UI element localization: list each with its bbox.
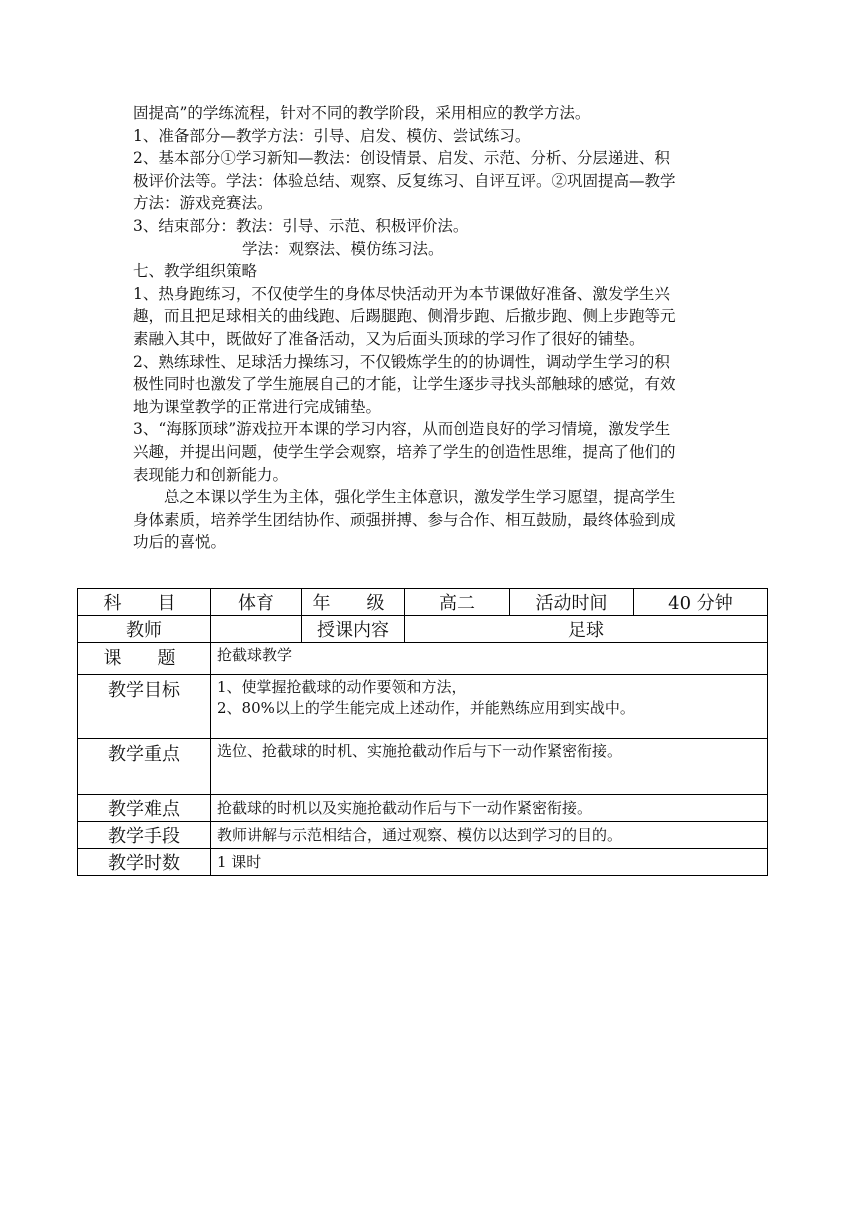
table-row	[78, 822, 768, 849]
key-points-value: 选位、抢截球的时机、实施抢截动作后与下一动作紧密衔接。	[211, 739, 768, 795]
hours-value: 1 课时	[211, 849, 768, 876]
table-row	[78, 616, 768, 643]
teacher-label: 教师	[78, 616, 211, 643]
time-label: 活动时间	[510, 589, 634, 616]
goals-value	[211, 675, 768, 739]
table-row	[78, 795, 768, 822]
paragraph: 方法：游戏竞赛法。	[133, 194, 273, 213]
paragraph: 极性同时也激发了学生施展自己的才能，让学生逐步寻找头部触球的感觉，有效	[133, 375, 676, 394]
paragraph: 功后的喜悦。	[133, 533, 227, 552]
paragraph: 兴趣，并提出问题，使学生学会观察，培养了学生的创造性思维，提高了他们的	[133, 442, 676, 461]
table-row	[78, 849, 768, 876]
goal-line: 2、80%以上的学生能完成上述动作，并能熟练应用到实战中。	[217, 699, 635, 717]
means-value: 教师讲解与示范相结合，通过观察、模仿以达到学习的目的。	[211, 822, 768, 849]
paragraph: 地为课堂教学的正常进行完成铺垫。	[133, 397, 382, 416]
grade-value: 高二	[405, 589, 510, 616]
lesson-plan-table	[77, 588, 768, 876]
paragraph: 素融入其中，既做好了准备活动，又为后面头顶球的学习作了很好的铺垫。	[133, 329, 645, 348]
key-points-label: 教学重点	[78, 739, 211, 795]
paragraph: 趣，而且把足球相关的曲线跑、后踢腿跑、侧滑步跑、后撤步跑、侧上步跑等元	[133, 307, 676, 326]
paragraph: 3、“海豚顶球”游戏拉开本课的学习内容，从而创造良好的学习情境，激发学生	[133, 420, 671, 439]
paragraph: 2、基本部分①学习新知—教法：创设情景、启发、示范、分析、分层递进、积	[133, 149, 670, 168]
subject-value: 体育	[211, 589, 302, 616]
paragraph: 1、准备部分—教学方法：引导、启发、模仿、尝试练习。	[133, 126, 531, 145]
paragraph: 1、热身跑练习，不仅使学生的身体尽快活动开为本节课做好准备、激发学生兴	[133, 284, 670, 303]
topic-label: 课 题	[78, 643, 211, 675]
content-label: 授课内容	[302, 616, 405, 643]
time-value: 40 分钟	[634, 589, 768, 616]
paragraph: 学法：观察法、模仿练习法。	[242, 239, 444, 258]
paragraph: 2、熟练球性、足球活力操练习，不仅锻炼学生的的协调性，调动学生学习的积	[133, 352, 670, 371]
table-row	[78, 675, 768, 739]
means-label: 教学手段	[78, 822, 211, 849]
grade-label: 年 级	[302, 589, 405, 616]
paragraph: 固提高”的学练流程，针对不同的教学阶段，采用相应的教学方法。	[133, 104, 591, 122]
paragraph: 极评价法等。学法：体验总结、观察、反复练习、自评互评。②巩固提高—教学	[133, 171, 676, 190]
paragraph: 总之本课以学生为主体，强化学生主体意识，激发学生学习愿望，提高学生	[164, 488, 676, 507]
table-row	[78, 643, 768, 675]
difficulties-value: 抢截球的时机以及实施抢截动作后与下一动作紧密衔接。	[211, 795, 768, 822]
goal-line: 1、使掌握抢截球的动作要领和方法，	[217, 678, 467, 696]
table-row	[78, 589, 768, 616]
table-row	[78, 739, 768, 795]
paragraph: 3、结束部分：教法：引导、示范、积极评价法。	[133, 216, 469, 235]
subject-label: 科 目	[78, 589, 211, 616]
difficulties-label: 教学难点	[78, 795, 211, 822]
section-heading: 七、教学组织策略	[133, 262, 258, 281]
paragraph: 表现能力和创新能力。	[133, 465, 289, 484]
teacher-value	[211, 616, 302, 643]
content-value: 足球	[405, 616, 768, 643]
goals-label: 教学目标	[78, 675, 211, 739]
body-text	[133, 102, 733, 554]
hours-label: 教学时数	[78, 849, 211, 876]
topic-value: 抢截球教学	[211, 643, 768, 675]
paragraph: 身体素质，培养学生团结协作、顽强拼搏、参与合作、相互鼓励，最终体验到成	[133, 510, 676, 529]
